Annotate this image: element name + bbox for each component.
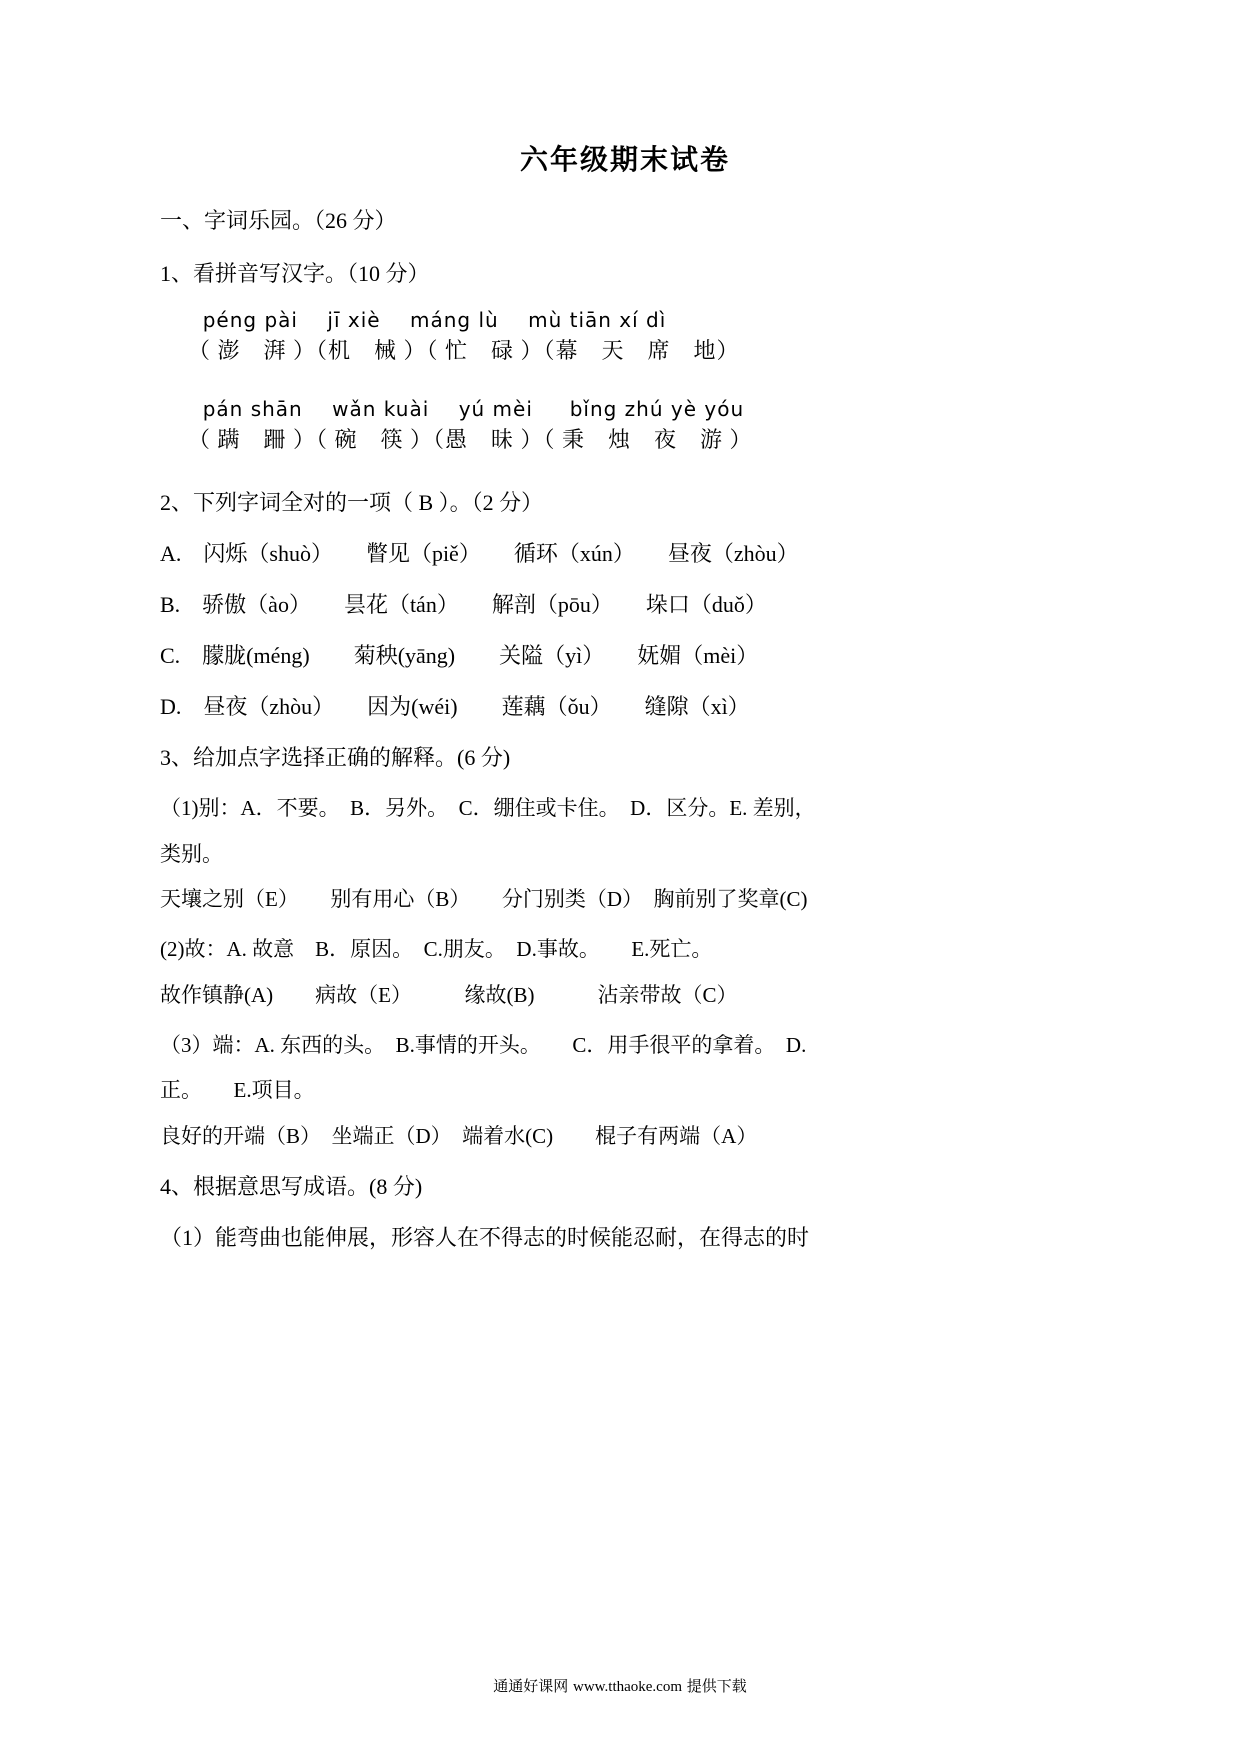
question-4-prompt: 4、根据意思写成语。(8 分) xyxy=(160,1173,423,1199)
choice-option-b[interactable]: B. 骄傲（ào） 昙花（tán） 解剖（pōu） 垛口（duǒ） xyxy=(160,592,767,617)
q3-sub3-answers: 良好的开端（B） 坐端正（D） 端着水(C) 棍子有两端（A） xyxy=(160,1123,758,1148)
footer-suffix: 提供下载 xyxy=(686,1677,747,1695)
question-3-prompt: 3、给加点字选择正确的解释。(6 分) xyxy=(160,745,511,770)
question-1-prompt: 1、看拼音写汉字。（10 分） xyxy=(160,261,430,286)
q3-sub1-explain-line1: （1)别：A．不要。 B．另外。 C．绷住或卡住。 D．区分。E. 差别， xyxy=(160,796,816,820)
pinyin-row-1: péng pài jī xiè máng lù mù tiān xí dì xyxy=(188,308,667,332)
q3-sub3-explain-line2: 正。 E.项目。 xyxy=(160,1078,315,1103)
pinyin-group-2 xyxy=(160,397,1090,454)
section-heading-1: 一、字词乐园。（26 分） xyxy=(160,208,397,233)
spacer xyxy=(160,375,1090,397)
choice-option-d[interactable]: D. 昼夜（zhòu） 因为(wéi) 莲藕（ǒu） 缝隙（xì） xyxy=(160,694,750,719)
page-footer xyxy=(0,1675,1240,1696)
footer-url[interactable]: www.tthaoke.com xyxy=(573,1679,682,1695)
pinyin-row-2: pán shān wǎn kuài yú mèi bǐng zhú yè yóu xyxy=(188,397,745,421)
question-4-item-1: （1）能弯曲也能伸展，形容人在不得志的时候能忍耐，在得志的时 xyxy=(160,1224,810,1250)
footer-site-name: 通通好课网 xyxy=(493,1677,569,1695)
hanzi-row-2: （ 蹒 跚 ）（ 碗 筷 ）（愚 昧 ）（ 秉 烛 夜 游 ） xyxy=(188,427,753,452)
choice-option-c[interactable]: C. 朦胧(méng) 菊秧(yāng) 关隘（yì） 妩媚（mèi） xyxy=(160,643,759,668)
q3-sub2-answers: 故作镇静(A) 病故（E） 缘故(B) 沾亲带故（C） xyxy=(160,982,738,1007)
q3-sub1-explain-line2: 类别。 xyxy=(160,841,223,866)
question-2-prompt: 2、下列字词全对的一项（ B ）。（2 分） xyxy=(160,490,544,515)
spacer xyxy=(160,464,1090,486)
hanzi-row-1: （ 澎 湃 ）（机 械 ）（ 忙 碌 ）（幕 天 席 地） xyxy=(188,338,740,363)
q3-sub3-explain-line1: （3）端：A. 东西的头。 B.事情的开头。 C．用手很平的拿着。 D. xyxy=(160,1032,807,1057)
choice-option-a[interactable]: A. 闪烁（shuò） 瞥见（piě） 循环（xún） 昼夜（zhòu） xyxy=(160,541,799,566)
page-title: 六年级期末试卷 xyxy=(519,145,730,176)
pinyin-group-1 xyxy=(160,308,1090,365)
q3-sub1-answers: 天壤之别（E） 别有用心（B） 分门别类（D） 胸前别了奖章(C) xyxy=(160,887,808,912)
q3-sub2-explain: (2)故：A. 故意 B．原因。 C.朋友。 D.事故。 E.死亡。 xyxy=(160,937,713,962)
